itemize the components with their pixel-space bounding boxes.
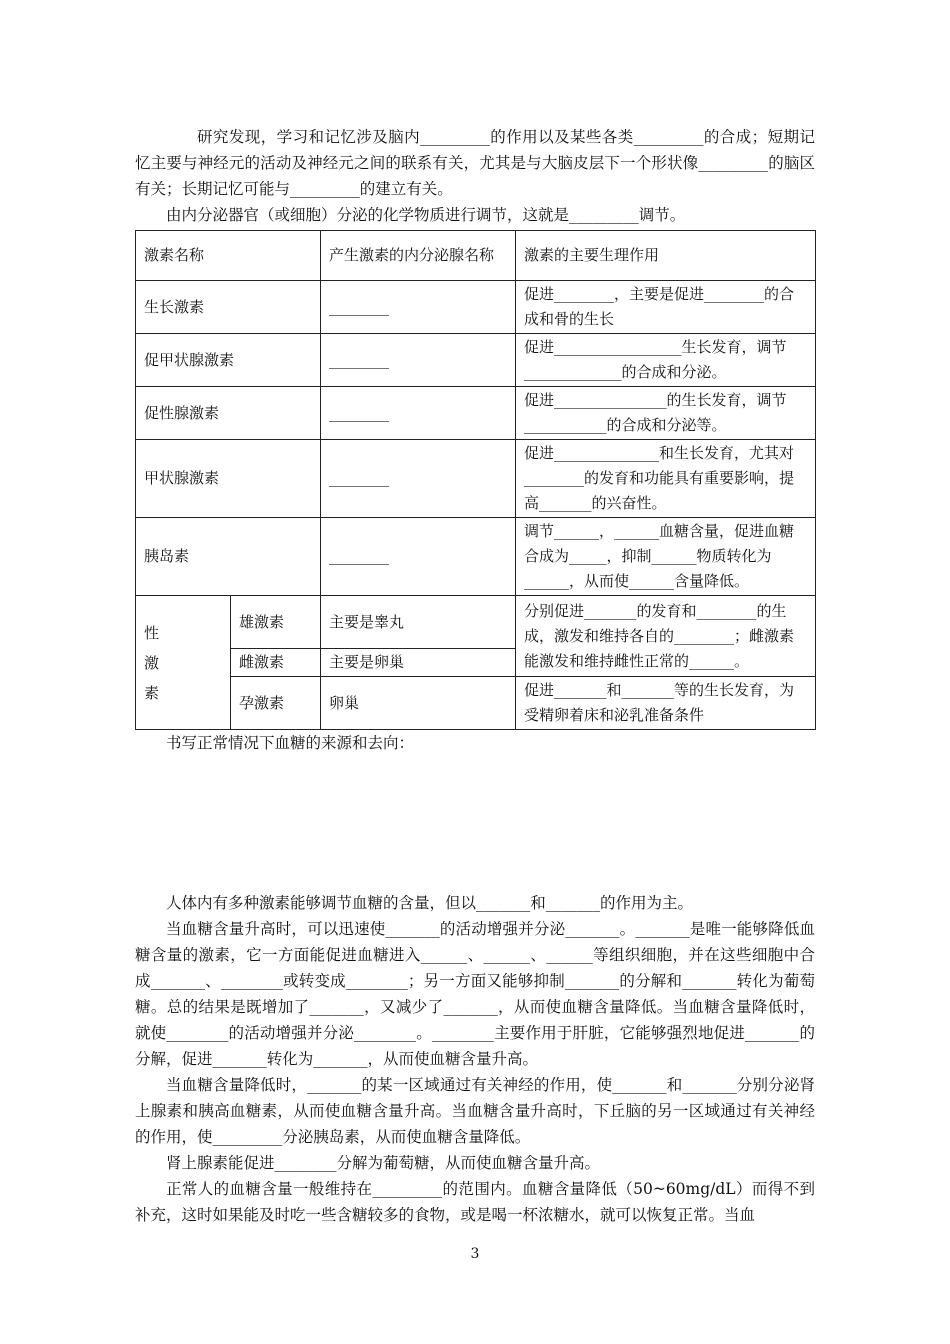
- hormone-effect: 促进_______________的生长发育，调节___________的合成和分泌等。: [516, 387, 816, 440]
- hormone-name: 生长激素: [136, 281, 321, 334]
- gland-name: 卵巢: [321, 677, 516, 730]
- memory-paragraph: 研究发现，学习和记忆涉及脑内_________的作用以及某些各类_________的合成；短期记忆主要与神经元的活动及神经元之间的联系有关，尤其是与大脑皮层下一个形状像_________的脑区有关；长期记忆可能与_________的建立有关。: [135, 128, 815, 198]
- answer-space: [135, 756, 815, 890]
- gland-name: 主要是睾丸: [321, 596, 516, 649]
- header-hormone-name: 激素名称: [136, 231, 321, 281]
- hormone-effect: 促进________，主要是促进________的合成和骨的生长: [516, 281, 816, 334]
- page-content: [135, 124, 815, 1228]
- gland-name: ________: [321, 281, 516, 334]
- hormone-name: 胰岛素: [136, 518, 321, 596]
- gland-name: ________: [321, 334, 516, 387]
- body-paragraph: 肾上腺素能促进________分解为葡萄糖，从而使血糖含量升高。: [166, 1154, 601, 1172]
- hormone-effect: 分别促进_______的发育和________的生成，激发和维持各自的________；雌激素能激发和维持雌性正常的______。: [516, 596, 816, 677]
- body-paragraph: 正常人的血糖含量一般维持在_________的范围内。血糖含量降低（50~60mg/dL）而得不到补充，这时如果能及时吃一些含糖较多的食物，或是喝一杯浓糖水，就可以恢复正常。当血: [135, 1180, 815, 1224]
- hormone-name: 孕激素: [231, 677, 321, 730]
- sex-hormone-group-label: [136, 596, 231, 730]
- hormone-name: 雄激素: [231, 596, 321, 649]
- gland-name: 主要是卵巢: [321, 649, 516, 677]
- header-gland-name: 产生激素的内分泌腺名称: [321, 231, 516, 281]
- table-row: [136, 387, 816, 440]
- hormone-intro-paragraph: 由内分泌器官（或细胞）分泌的化学物质进行调节，这就是_________调节。: [166, 206, 686, 224]
- hormone-effect: 促进______________和生长发育，尤其对________的发育和功能具有重要影响，提高_______的兴奋性。: [516, 440, 816, 518]
- hormone-table: [135, 230, 816, 730]
- glucose-prompt: 书写正常情况下血糖的来源和去向：: [166, 734, 415, 752]
- table-row: [136, 518, 816, 596]
- body-paragraph: 当血糖含量升高时，可以迅速使_______的活动增强并分泌_______。_______是唯一能够降低血糖含量的激素，它一方面能促进血糖进入______、______、______等组织细胞，并在这些细胞中合成_______、________或转变成________；另一方面又能够抑制_______的分解和_______转化为葡萄糖。总的结果是既增加了_______，又减少了_______，从而使血糖含量降低。当血糖含量降低时，就使________的活动增强并分泌________。________主要作用于肝脏，它能够强烈地促进_______的分解，促进_______转化为_______，从而使血糖含量升高。: [135, 920, 815, 1068]
- hormone-effect: 调节______，______血糖含量，促进血糖合成为_____，抑制______物质转化为______，从而使______含量降低。: [516, 518, 816, 596]
- body-paragraph: 当血糖含量降低时，_______的某一区域通过有关神经的作用，使_______和_______分别分泌肾上腺素和胰高血糖素，从而使血糖含量升高。当血糖含量升高时，下丘脑的另一区域通过有关神经的作用，使_________分泌胰岛素，从而使血糖含量降低。: [135, 1076, 815, 1146]
- table-row: [136, 677, 816, 730]
- hormone-effect: 促进_______和_______等的生长发育，为受精卵着床和泌乳准备条件: [516, 677, 816, 730]
- sex-label-char: 素: [144, 683, 160, 702]
- table-header-row: [136, 231, 816, 281]
- body-paragraph: 人体内有多种激素能够调节血糖的含量，但以_______和_______的作用为主。: [166, 894, 694, 912]
- gland-name: ________: [321, 440, 516, 518]
- gland-name: ________: [321, 387, 516, 440]
- table-row: [136, 440, 816, 518]
- hormone-name: 促甲状腺激素: [136, 334, 321, 387]
- table-row: [136, 596, 816, 649]
- hormone-name: 雌激素: [231, 649, 321, 677]
- sex-label-char: 激: [144, 653, 160, 672]
- table-row: [136, 334, 816, 387]
- table-row: [136, 281, 816, 334]
- page-number: 3: [470, 1246, 480, 1262]
- header-effect: 激素的主要生理作用: [516, 231, 816, 281]
- gland-name: ________: [321, 518, 516, 596]
- sex-label-char: 性: [144, 623, 160, 642]
- hormone-effect: 促进_________________生长发育，调节_____________的合成和分泌。: [516, 334, 816, 387]
- hormone-name: 促性腺激素: [136, 387, 321, 440]
- hormone-name: 甲状腺激素: [136, 440, 321, 518]
